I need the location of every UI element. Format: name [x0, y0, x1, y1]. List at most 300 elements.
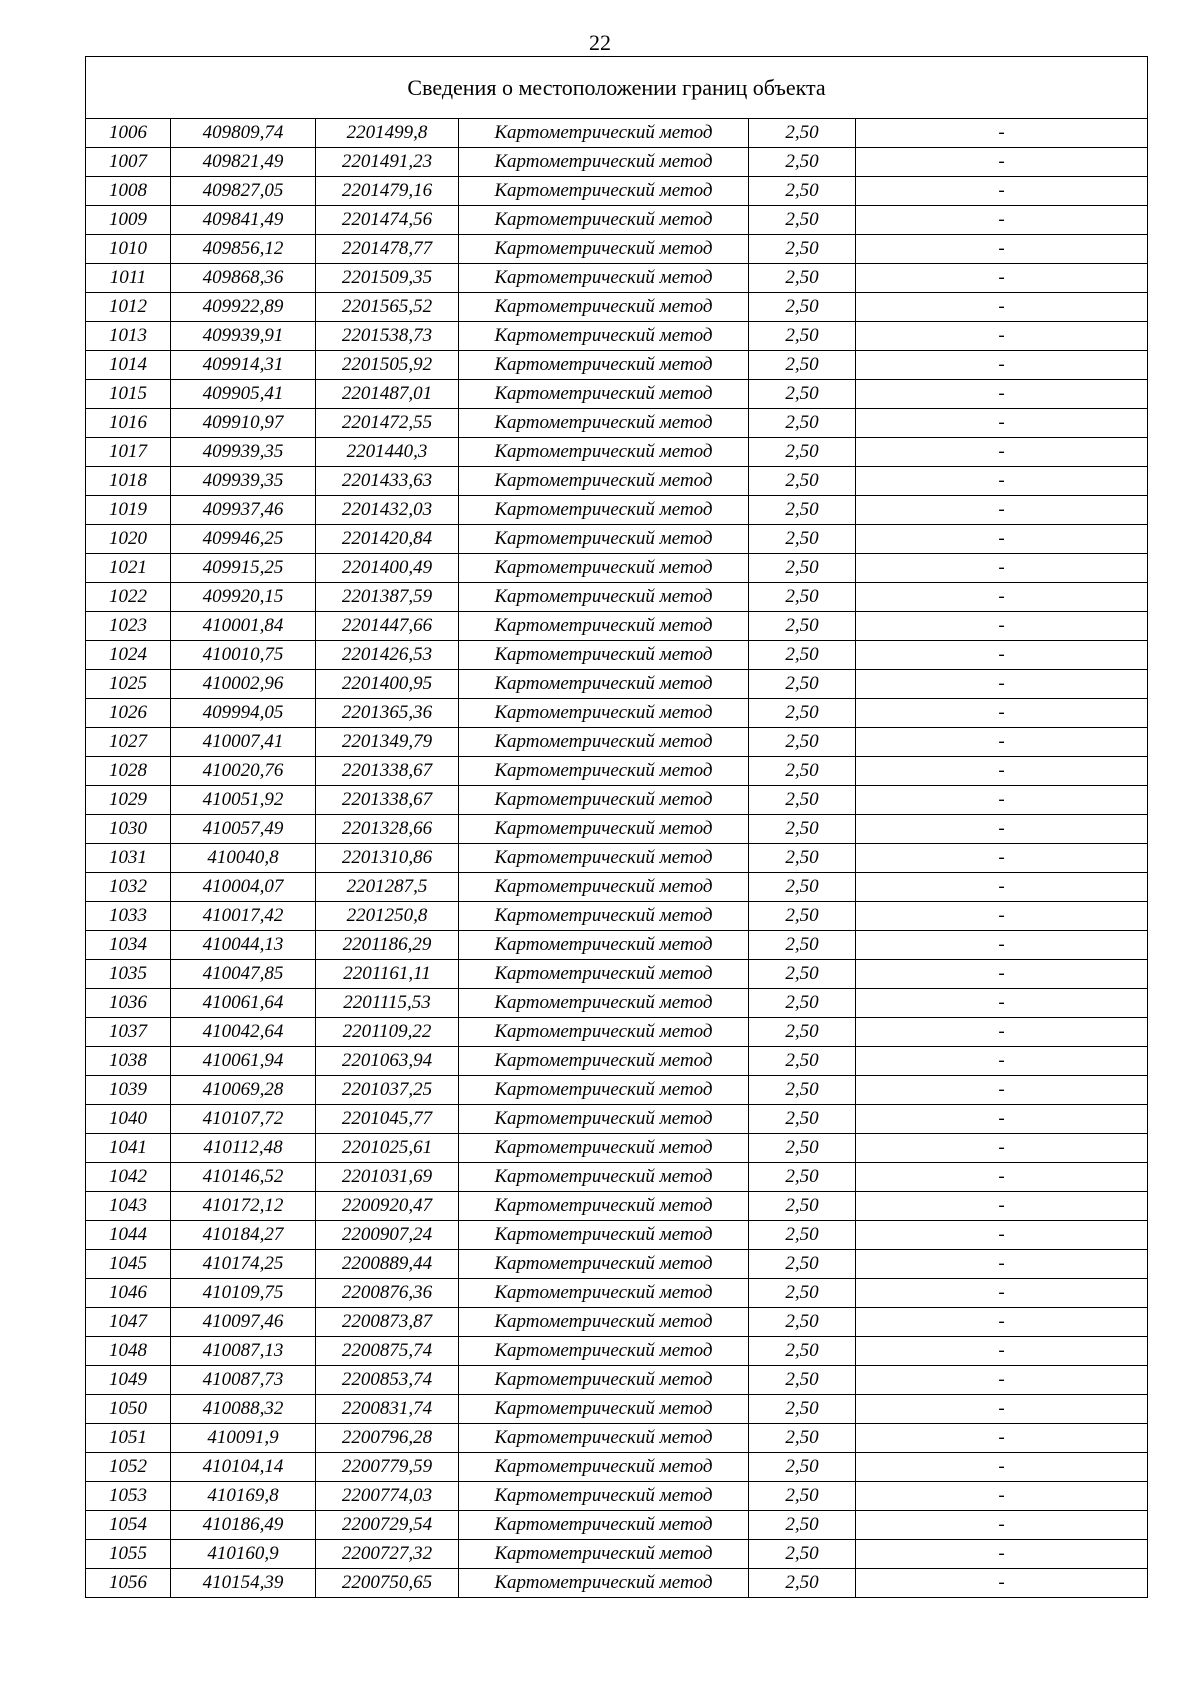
description-cell: - [856, 1337, 1148, 1366]
accuracy-cell: 2,50 [749, 1018, 856, 1047]
point-number-cell: 1018 [86, 467, 171, 496]
method-cell: Картометрический метод [459, 1337, 749, 1366]
x-coordinate-cell: 410107,72 [171, 1105, 316, 1134]
x-coordinate-cell: 410002,96 [171, 670, 316, 699]
table-row [86, 380, 1148, 409]
point-number-cell: 1056 [86, 1569, 171, 1598]
method-cell: Картометрический метод [459, 1482, 749, 1511]
description-cell: - [856, 293, 1148, 322]
accuracy-cell: 2,50 [749, 670, 856, 699]
x-coordinate-cell: 410047,85 [171, 960, 316, 989]
y-coordinate-cell: 2201387,59 [316, 583, 459, 612]
y-coordinate-cell: 2201499,8 [316, 119, 459, 148]
table-row [86, 757, 1148, 786]
point-number-cell: 1026 [86, 699, 171, 728]
table-row [86, 1366, 1148, 1395]
description-cell: - [856, 1076, 1148, 1105]
table-row [86, 1482, 1148, 1511]
accuracy-cell: 2,50 [749, 1366, 856, 1395]
y-coordinate-cell: 2201487,01 [316, 380, 459, 409]
table-row [86, 525, 1148, 554]
x-coordinate-cell: 410042,64 [171, 1018, 316, 1047]
x-coordinate-cell: 410069,28 [171, 1076, 316, 1105]
description-cell: - [856, 177, 1148, 206]
method-cell: Картометрический метод [459, 612, 749, 641]
description-cell: - [856, 525, 1148, 554]
description-cell: - [856, 844, 1148, 873]
method-cell: Картометрический метод [459, 438, 749, 467]
description-cell: - [856, 438, 1148, 467]
x-coordinate-cell: 409994,05 [171, 699, 316, 728]
x-coordinate-cell: 410087,13 [171, 1337, 316, 1366]
description-cell: - [856, 699, 1148, 728]
table-row [86, 1250, 1148, 1279]
y-coordinate-cell: 2201426,53 [316, 641, 459, 670]
description-cell: - [856, 1192, 1148, 1221]
y-coordinate-cell: 2201287,5 [316, 873, 459, 902]
method-cell: Картометрический метод [459, 322, 749, 351]
x-coordinate-cell: 409841,49 [171, 206, 316, 235]
table-row [86, 786, 1148, 815]
description-cell: - [856, 786, 1148, 815]
point-number-cell: 1022 [86, 583, 171, 612]
point-number-cell: 1051 [86, 1424, 171, 1453]
table-row [86, 1221, 1148, 1250]
description-cell: - [856, 264, 1148, 293]
description-cell: - [856, 583, 1148, 612]
point-number-cell: 1048 [86, 1337, 171, 1366]
table-row [86, 177, 1148, 206]
y-coordinate-cell: 2201474,56 [316, 206, 459, 235]
point-number-cell: 1039 [86, 1076, 171, 1105]
table-row [86, 148, 1148, 177]
point-number-cell: 1017 [86, 438, 171, 467]
method-cell: Картометрический метод [459, 1540, 749, 1569]
method-cell: Картометрический метод [459, 264, 749, 293]
method-cell: Картометрический метод [459, 1163, 749, 1192]
y-coordinate-cell: 2201338,67 [316, 757, 459, 786]
accuracy-cell: 2,50 [749, 235, 856, 264]
accuracy-cell: 2,50 [749, 409, 856, 438]
y-coordinate-cell: 2201186,29 [316, 931, 459, 960]
table-row [86, 1163, 1148, 1192]
x-coordinate-cell: 410109,75 [171, 1279, 316, 1308]
method-cell: Картометрический метод [459, 1047, 749, 1076]
table-row [86, 670, 1148, 699]
point-number-cell: 1054 [86, 1511, 171, 1540]
accuracy-cell: 2,50 [749, 1337, 856, 1366]
description-cell: - [856, 1163, 1148, 1192]
accuracy-cell: 2,50 [749, 119, 856, 148]
table-row [86, 960, 1148, 989]
accuracy-cell: 2,50 [749, 699, 856, 728]
table-row [86, 119, 1148, 148]
table-row [86, 264, 1148, 293]
description-cell: - [856, 815, 1148, 844]
method-cell: Картометрический метод [459, 1424, 749, 1453]
point-number-cell: 1008 [86, 177, 171, 206]
point-number-cell: 1047 [86, 1308, 171, 1337]
table-row [86, 467, 1148, 496]
x-coordinate-cell: 410160,9 [171, 1540, 316, 1569]
x-coordinate-cell: 409920,15 [171, 583, 316, 612]
method-cell: Картометрический метод [459, 670, 749, 699]
point-number-cell: 1020 [86, 525, 171, 554]
point-number-cell: 1040 [86, 1105, 171, 1134]
x-coordinate-cell: 410010,75 [171, 641, 316, 670]
point-number-cell: 1035 [86, 960, 171, 989]
description-cell: - [856, 641, 1148, 670]
accuracy-cell: 2,50 [749, 1221, 856, 1250]
x-coordinate-cell: 409939,35 [171, 438, 316, 467]
x-coordinate-cell: 409809,74 [171, 119, 316, 148]
method-cell: Картометрический метод [459, 902, 749, 931]
description-cell: - [856, 1250, 1148, 1279]
accuracy-cell: 2,50 [749, 496, 856, 525]
point-number-cell: 1011 [86, 264, 171, 293]
y-coordinate-cell: 2201037,25 [316, 1076, 459, 1105]
description-cell: - [856, 960, 1148, 989]
y-coordinate-cell: 2201328,66 [316, 815, 459, 844]
table-row [86, 293, 1148, 322]
description-cell: - [856, 1308, 1148, 1337]
method-cell: Картометрический метод [459, 931, 749, 960]
accuracy-cell: 2,50 [749, 1395, 856, 1424]
description-cell: - [856, 1221, 1148, 1250]
accuracy-cell: 2,50 [749, 641, 856, 670]
method-cell: Картометрический метод [459, 699, 749, 728]
x-coordinate-cell: 410186,49 [171, 1511, 316, 1540]
table-row [86, 1134, 1148, 1163]
description-cell: - [856, 1453, 1148, 1482]
table-row [86, 612, 1148, 641]
table-row [86, 1337, 1148, 1366]
point-number-cell: 1019 [86, 496, 171, 525]
y-coordinate-cell: 2201045,77 [316, 1105, 459, 1134]
point-number-cell: 1043 [86, 1192, 171, 1221]
description-cell: - [856, 873, 1148, 902]
y-coordinate-cell: 2201310,86 [316, 844, 459, 873]
method-cell: Картометрический метод [459, 1395, 749, 1424]
description-cell: - [856, 206, 1148, 235]
y-coordinate-cell: 2201491,23 [316, 148, 459, 177]
description-cell: - [856, 235, 1148, 264]
accuracy-cell: 2,50 [749, 264, 856, 293]
description-cell: - [856, 1395, 1148, 1424]
x-coordinate-cell: 410174,25 [171, 1250, 316, 1279]
point-number-cell: 1024 [86, 641, 171, 670]
point-number-cell: 1034 [86, 931, 171, 960]
point-number-cell: 1050 [86, 1395, 171, 1424]
y-coordinate-cell: 2200853,74 [316, 1366, 459, 1395]
y-coordinate-cell: 2201400,49 [316, 554, 459, 583]
method-cell: Картометрический метод [459, 815, 749, 844]
description-cell: - [856, 1018, 1148, 1047]
x-coordinate-cell: 410001,84 [171, 612, 316, 641]
point-number-cell: 1012 [86, 293, 171, 322]
y-coordinate-cell: 2201432,03 [316, 496, 459, 525]
method-cell: Картометрический метод [459, 1279, 749, 1308]
x-coordinate-cell: 410040,8 [171, 844, 316, 873]
x-coordinate-cell: 409914,31 [171, 351, 316, 380]
accuracy-cell: 2,50 [749, 612, 856, 641]
point-number-cell: 1052 [86, 1453, 171, 1482]
x-coordinate-cell: 410051,92 [171, 786, 316, 815]
method-cell: Картометрический метод [459, 1569, 749, 1598]
method-cell: Картометрический метод [459, 989, 749, 1018]
x-coordinate-cell: 410004,07 [171, 873, 316, 902]
point-number-cell: 1046 [86, 1279, 171, 1308]
y-coordinate-cell: 2201478,77 [316, 235, 459, 264]
point-number-cell: 1041 [86, 1134, 171, 1163]
x-coordinate-cell: 410007,41 [171, 728, 316, 757]
accuracy-cell: 2,50 [749, 815, 856, 844]
description-cell: - [856, 757, 1148, 786]
y-coordinate-cell: 2200873,87 [316, 1308, 459, 1337]
point-number-cell: 1053 [86, 1482, 171, 1511]
y-coordinate-cell: 2200889,44 [316, 1250, 459, 1279]
method-cell: Картометрический метод [459, 177, 749, 206]
method-cell: Картометрический метод [459, 293, 749, 322]
point-number-cell: 1028 [86, 757, 171, 786]
accuracy-cell: 2,50 [749, 786, 856, 815]
point-number-cell: 1045 [86, 1250, 171, 1279]
accuracy-cell: 2,50 [749, 467, 856, 496]
x-coordinate-cell: 409821,49 [171, 148, 316, 177]
y-coordinate-cell: 2200750,65 [316, 1569, 459, 1598]
y-coordinate-cell: 2201349,79 [316, 728, 459, 757]
y-coordinate-cell: 2201479,16 [316, 177, 459, 206]
table-row [86, 1424, 1148, 1453]
accuracy-cell: 2,50 [749, 873, 856, 902]
y-coordinate-cell: 2200907,24 [316, 1221, 459, 1250]
x-coordinate-cell: 410184,27 [171, 1221, 316, 1250]
accuracy-cell: 2,50 [749, 1308, 856, 1337]
accuracy-cell: 2,50 [749, 1511, 856, 1540]
point-number-cell: 1042 [86, 1163, 171, 1192]
y-coordinate-cell: 2201031,69 [316, 1163, 459, 1192]
table-body [86, 119, 1148, 1598]
point-number-cell: 1010 [86, 235, 171, 264]
x-coordinate-cell: 410088,32 [171, 1395, 316, 1424]
method-cell: Картометрический метод [459, 1453, 749, 1482]
x-coordinate-cell: 410087,73 [171, 1366, 316, 1395]
method-cell: Картометрический метод [459, 1076, 749, 1105]
table-row [86, 1279, 1148, 1308]
table-row [86, 1453, 1148, 1482]
x-coordinate-cell: 410112,48 [171, 1134, 316, 1163]
point-number-cell: 1033 [86, 902, 171, 931]
method-cell: Картометрический метод [459, 554, 749, 583]
accuracy-cell: 2,50 [749, 322, 856, 351]
x-coordinate-cell: 410061,64 [171, 989, 316, 1018]
x-coordinate-cell: 410097,46 [171, 1308, 316, 1337]
table-row [86, 1047, 1148, 1076]
y-coordinate-cell: 2201109,22 [316, 1018, 459, 1047]
x-coordinate-cell: 410020,76 [171, 757, 316, 786]
method-cell: Картометрический метод [459, 1511, 749, 1540]
y-coordinate-cell: 2201509,35 [316, 264, 459, 293]
description-cell: - [856, 467, 1148, 496]
accuracy-cell: 2,50 [749, 1569, 856, 1598]
point-number-cell: 1030 [86, 815, 171, 844]
description-cell: - [856, 380, 1148, 409]
description-cell: - [856, 1540, 1148, 1569]
accuracy-cell: 2,50 [749, 1482, 856, 1511]
y-coordinate-cell: 2201338,67 [316, 786, 459, 815]
accuracy-cell: 2,50 [749, 177, 856, 206]
table-row [86, 902, 1148, 931]
method-cell: Картометрический метод [459, 873, 749, 902]
point-number-cell: 1044 [86, 1221, 171, 1250]
description-cell: - [856, 989, 1148, 1018]
point-number-cell: 1049 [86, 1366, 171, 1395]
table-row [86, 438, 1148, 467]
method-cell: Картометрический метод [459, 1366, 749, 1395]
description-cell: - [856, 1482, 1148, 1511]
x-coordinate-cell: 409868,36 [171, 264, 316, 293]
y-coordinate-cell: 2201420,84 [316, 525, 459, 554]
table-row [86, 554, 1148, 583]
table-row [86, 1308, 1148, 1337]
y-coordinate-cell: 2200774,03 [316, 1482, 459, 1511]
accuracy-cell: 2,50 [749, 1192, 856, 1221]
description-cell: - [856, 119, 1148, 148]
accuracy-cell: 2,50 [749, 902, 856, 931]
table-row [86, 322, 1148, 351]
accuracy-cell: 2,50 [749, 1105, 856, 1134]
method-cell: Картометрический метод [459, 119, 749, 148]
x-coordinate-cell: 410169,8 [171, 1482, 316, 1511]
y-coordinate-cell: 2200796,28 [316, 1424, 459, 1453]
method-cell: Картометрический метод [459, 641, 749, 670]
method-cell: Картометрический метод [459, 380, 749, 409]
y-coordinate-cell: 2201538,73 [316, 322, 459, 351]
description-cell: - [856, 148, 1148, 177]
description-cell: - [856, 1511, 1148, 1540]
table-row [86, 351, 1148, 380]
method-cell: Картометрический метод [459, 757, 749, 786]
table-row [86, 1192, 1148, 1221]
point-number-cell: 1021 [86, 554, 171, 583]
accuracy-cell: 2,50 [749, 351, 856, 380]
x-coordinate-cell: 409856,12 [171, 235, 316, 264]
y-coordinate-cell: 2200920,47 [316, 1192, 459, 1221]
table-row [86, 989, 1148, 1018]
table-row [86, 641, 1148, 670]
table-caption-row [86, 57, 1148, 119]
description-cell: - [856, 1047, 1148, 1076]
x-coordinate-cell: 409910,97 [171, 409, 316, 438]
x-coordinate-cell: 409937,46 [171, 496, 316, 525]
point-number-cell: 1014 [86, 351, 171, 380]
accuracy-cell: 2,50 [749, 206, 856, 235]
y-coordinate-cell: 2200831,74 [316, 1395, 459, 1424]
y-coordinate-cell: 2200875,74 [316, 1337, 459, 1366]
accuracy-cell: 2,50 [749, 844, 856, 873]
accuracy-cell: 2,50 [749, 583, 856, 612]
accuracy-cell: 2,50 [749, 989, 856, 1018]
table-row [86, 496, 1148, 525]
x-coordinate-cell: 410057,49 [171, 815, 316, 844]
method-cell: Картометрический метод [459, 844, 749, 873]
boundary-coordinates-table [85, 56, 1148, 1598]
point-number-cell: 1055 [86, 1540, 171, 1569]
accuracy-cell: 2,50 [749, 1250, 856, 1279]
point-number-cell: 1007 [86, 148, 171, 177]
accuracy-cell: 2,50 [749, 1540, 856, 1569]
x-coordinate-cell: 409922,89 [171, 293, 316, 322]
method-cell: Картометрический метод [459, 1105, 749, 1134]
point-number-cell: 1023 [86, 612, 171, 641]
description-cell: - [856, 670, 1148, 699]
method-cell: Картометрический метод [459, 960, 749, 989]
point-number-cell: 1016 [86, 409, 171, 438]
y-coordinate-cell: 2201472,55 [316, 409, 459, 438]
accuracy-cell: 2,50 [749, 1076, 856, 1105]
table-row [86, 1569, 1148, 1598]
y-coordinate-cell: 2200729,54 [316, 1511, 459, 1540]
page-number: 22 [589, 30, 611, 55]
accuracy-cell: 2,50 [749, 1134, 856, 1163]
point-number-cell: 1029 [86, 786, 171, 815]
point-number-cell: 1015 [86, 380, 171, 409]
y-coordinate-cell: 2201447,66 [316, 612, 459, 641]
y-coordinate-cell: 2201063,94 [316, 1047, 459, 1076]
method-cell: Картометрический метод [459, 1134, 749, 1163]
method-cell: Картометрический метод [459, 1192, 749, 1221]
accuracy-cell: 2,50 [749, 960, 856, 989]
y-coordinate-cell: 2201565,52 [316, 293, 459, 322]
table-row [86, 873, 1148, 902]
x-coordinate-cell: 409939,91 [171, 322, 316, 351]
description-cell: - [856, 931, 1148, 960]
method-cell: Картометрический метод [459, 1018, 749, 1047]
accuracy-cell: 2,50 [749, 1424, 856, 1453]
description-cell: - [856, 902, 1148, 931]
table-row [86, 1018, 1148, 1047]
table-row [86, 1105, 1148, 1134]
x-coordinate-cell: 410091,9 [171, 1424, 316, 1453]
y-coordinate-cell: 2200876,36 [316, 1279, 459, 1308]
accuracy-cell: 2,50 [749, 1453, 856, 1482]
y-coordinate-cell: 2201161,11 [316, 960, 459, 989]
table-row [86, 1511, 1148, 1540]
y-coordinate-cell: 2201400,95 [316, 670, 459, 699]
table-row [86, 728, 1148, 757]
point-number-cell: 1032 [86, 873, 171, 902]
description-cell: - [856, 1424, 1148, 1453]
description-cell: - [856, 728, 1148, 757]
table-row [86, 844, 1148, 873]
point-number-cell: 1037 [86, 1018, 171, 1047]
method-cell: Картометрический метод [459, 1250, 749, 1279]
method-cell: Картометрический метод [459, 583, 749, 612]
accuracy-cell: 2,50 [749, 931, 856, 960]
description-cell: - [856, 1279, 1148, 1308]
x-coordinate-cell: 410044,13 [171, 931, 316, 960]
accuracy-cell: 2,50 [749, 438, 856, 467]
point-number-cell: 1038 [86, 1047, 171, 1076]
method-cell: Картометрический метод [459, 728, 749, 757]
x-coordinate-cell: 410104,14 [171, 1453, 316, 1482]
point-number-cell: 1006 [86, 119, 171, 148]
x-coordinate-cell: 410017,42 [171, 902, 316, 931]
accuracy-cell: 2,50 [749, 728, 856, 757]
description-cell: - [856, 554, 1148, 583]
method-cell: Картометрический метод [459, 206, 749, 235]
x-coordinate-cell: 410146,52 [171, 1163, 316, 1192]
